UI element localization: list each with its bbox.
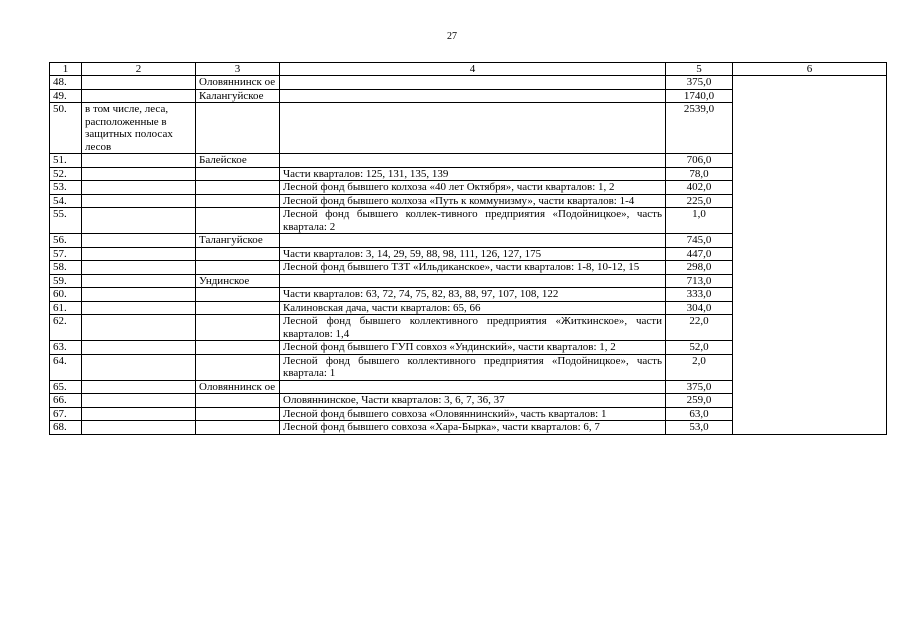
row-number-cell: 56. (50, 234, 82, 248)
district-cell (196, 315, 280, 341)
area-value-cell: 447,0 (666, 247, 733, 261)
category-cell (82, 274, 196, 288)
category-cell (82, 341, 196, 355)
area-value-cell: 2539,0 (666, 103, 733, 154)
table-header (50, 63, 887, 76)
district-cell (196, 421, 280, 435)
forest-table (49, 62, 887, 435)
row-number-cell: 48. (50, 76, 82, 90)
district-cell: Оловяннинск ое (196, 76, 280, 90)
category-cell (82, 354, 196, 380)
district-cell (196, 407, 280, 421)
category-cell (82, 261, 196, 275)
header-cell: 4 (280, 63, 666, 76)
district-cell: Оловяннинск ое (196, 380, 280, 394)
area-value-cell: 375,0 (666, 380, 733, 394)
description-cell: Лесной фонд бывшего коллективного предприятия «Подойницкое», часть квартала: 1 (280, 354, 666, 380)
description-cell: Калиновская дача, части кварталов: 65, 66 (280, 301, 666, 315)
row-number-cell: 59. (50, 274, 82, 288)
row-number-cell: 55. (50, 208, 82, 234)
area-value-cell: 22,0 (666, 315, 733, 341)
category-cell (82, 315, 196, 341)
district-cell (196, 394, 280, 408)
header-cell: 2 (82, 63, 196, 76)
table-row (50, 76, 887, 90)
row-number-cell: 52. (50, 167, 82, 181)
category-cell (82, 76, 196, 90)
category-cell (82, 208, 196, 234)
row-number-cell: 50. (50, 103, 82, 154)
area-value-cell: 304,0 (666, 301, 733, 315)
description-cell: Лесной фонд бывшего ГУП совхоз «Ундинский», части кварталов: 1, 2 (280, 341, 666, 355)
district-cell (196, 247, 280, 261)
category-cell (82, 247, 196, 261)
category-cell (82, 394, 196, 408)
area-value-cell: 78,0 (666, 167, 733, 181)
description-cell (280, 76, 666, 90)
district-cell (196, 167, 280, 181)
header-cell: 5 (666, 63, 733, 76)
category-cell (82, 154, 196, 168)
row-number-cell: 54. (50, 194, 82, 208)
district-cell (196, 354, 280, 380)
description-cell: Лесной фонд бывшего ТЗТ «Ильдиканское», части кварталов: 1-8, 10-12, 15 (280, 261, 666, 275)
area-value-cell: 63,0 (666, 407, 733, 421)
district-cell (196, 288, 280, 302)
area-value-cell: 52,0 (666, 341, 733, 355)
area-value-cell: 745,0 (666, 234, 733, 248)
area-value-cell: 225,0 (666, 194, 733, 208)
header-cell: 3 (196, 63, 280, 76)
description-cell (280, 89, 666, 103)
header-row (50, 63, 887, 76)
category-cell (82, 194, 196, 208)
description-cell: Части кварталов: 125, 131, 135, 139 (280, 167, 666, 181)
description-cell: Лесной фонд бывшего совхоза «Оловяннинский», часть кварталов: 1 (280, 407, 666, 421)
empty-column-cell (733, 76, 887, 435)
area-value-cell: 259,0 (666, 394, 733, 408)
district-cell: Талангуйское (196, 234, 280, 248)
row-number-cell: 49. (50, 89, 82, 103)
category-cell (82, 301, 196, 315)
page-number: 27 (447, 31, 457, 42)
area-value-cell: 1,0 (666, 208, 733, 234)
row-number-cell: 57. (50, 247, 82, 261)
district-cell (196, 181, 280, 195)
area-value-cell: 375,0 (666, 76, 733, 90)
area-value-cell: 713,0 (666, 274, 733, 288)
category-cell (82, 234, 196, 248)
table-body (50, 76, 887, 435)
description-cell: Части кварталов: 63, 72, 74, 75, 82, 83, 88, 97, 107, 108, 122 (280, 288, 666, 302)
area-value-cell: 333,0 (666, 288, 733, 302)
description-cell: Лесной фонд бывшего коллек-тивного предприятия «Подойницкое», часть квартала: 2 (280, 208, 666, 234)
description-cell: Лесной фонд бывшего колхоза «Путь к коммунизму», части кварталов: 1-4 (280, 194, 666, 208)
area-value-cell: 402,0 (666, 181, 733, 195)
description-cell: Части кварталов: 3, 14, 29, 59, 88, 98, 111, 126, 127, 175 (280, 247, 666, 261)
description-cell (280, 274, 666, 288)
category-cell (82, 407, 196, 421)
description-cell (280, 103, 666, 154)
row-number-cell: 63. (50, 341, 82, 355)
area-value-cell: 706,0 (666, 154, 733, 168)
row-number-cell: 68. (50, 421, 82, 435)
description-cell: Оловяннинское, Части кварталов: 3, 6, 7, 36, 37 (280, 394, 666, 408)
district-cell: Балейское (196, 154, 280, 168)
description-cell: Лесной фонд бывшего совхоза «Хара-Бырка», части кварталов: 6, 7 (280, 421, 666, 435)
category-cell (82, 380, 196, 394)
category-cell (82, 421, 196, 435)
header-cell: 1 (50, 63, 82, 76)
row-number-cell: 51. (50, 154, 82, 168)
area-value-cell: 1740,0 (666, 89, 733, 103)
row-number-cell: 64. (50, 354, 82, 380)
district-cell: Ундинское (196, 274, 280, 288)
category-cell (82, 89, 196, 103)
description-cell (280, 154, 666, 168)
district-cell (196, 194, 280, 208)
row-number-cell: 58. (50, 261, 82, 275)
row-number-cell: 53. (50, 181, 82, 195)
header-cell: 6 (733, 63, 887, 76)
description-cell (280, 234, 666, 248)
category-cell (82, 288, 196, 302)
description-cell (280, 380, 666, 394)
district-cell (196, 103, 280, 154)
district-cell (196, 341, 280, 355)
row-number-cell: 65. (50, 380, 82, 394)
description-cell: Лесной фонд бывшего колхоза «40 лет Октября», части кварталов: 1, 2 (280, 181, 666, 195)
area-value-cell: 53,0 (666, 421, 733, 435)
category-cell: в том числе, леса, расположенные в защитных полосах лесов (82, 103, 196, 154)
area-value-cell: 298,0 (666, 261, 733, 275)
district-cell (196, 261, 280, 275)
row-number-cell: 62. (50, 315, 82, 341)
category-cell (82, 181, 196, 195)
district-cell (196, 301, 280, 315)
description-cell: Лесной фонд бывшего коллективного предприятия «Житкинское», части кварталов: 1,4 (280, 315, 666, 341)
row-number-cell: 60. (50, 288, 82, 302)
district-cell: Калангуйское (196, 89, 280, 103)
category-cell (82, 167, 196, 181)
row-number-cell: 67. (50, 407, 82, 421)
row-number-cell: 61. (50, 301, 82, 315)
district-cell (196, 208, 280, 234)
area-value-cell: 2,0 (666, 354, 733, 380)
row-number-cell: 66. (50, 394, 82, 408)
